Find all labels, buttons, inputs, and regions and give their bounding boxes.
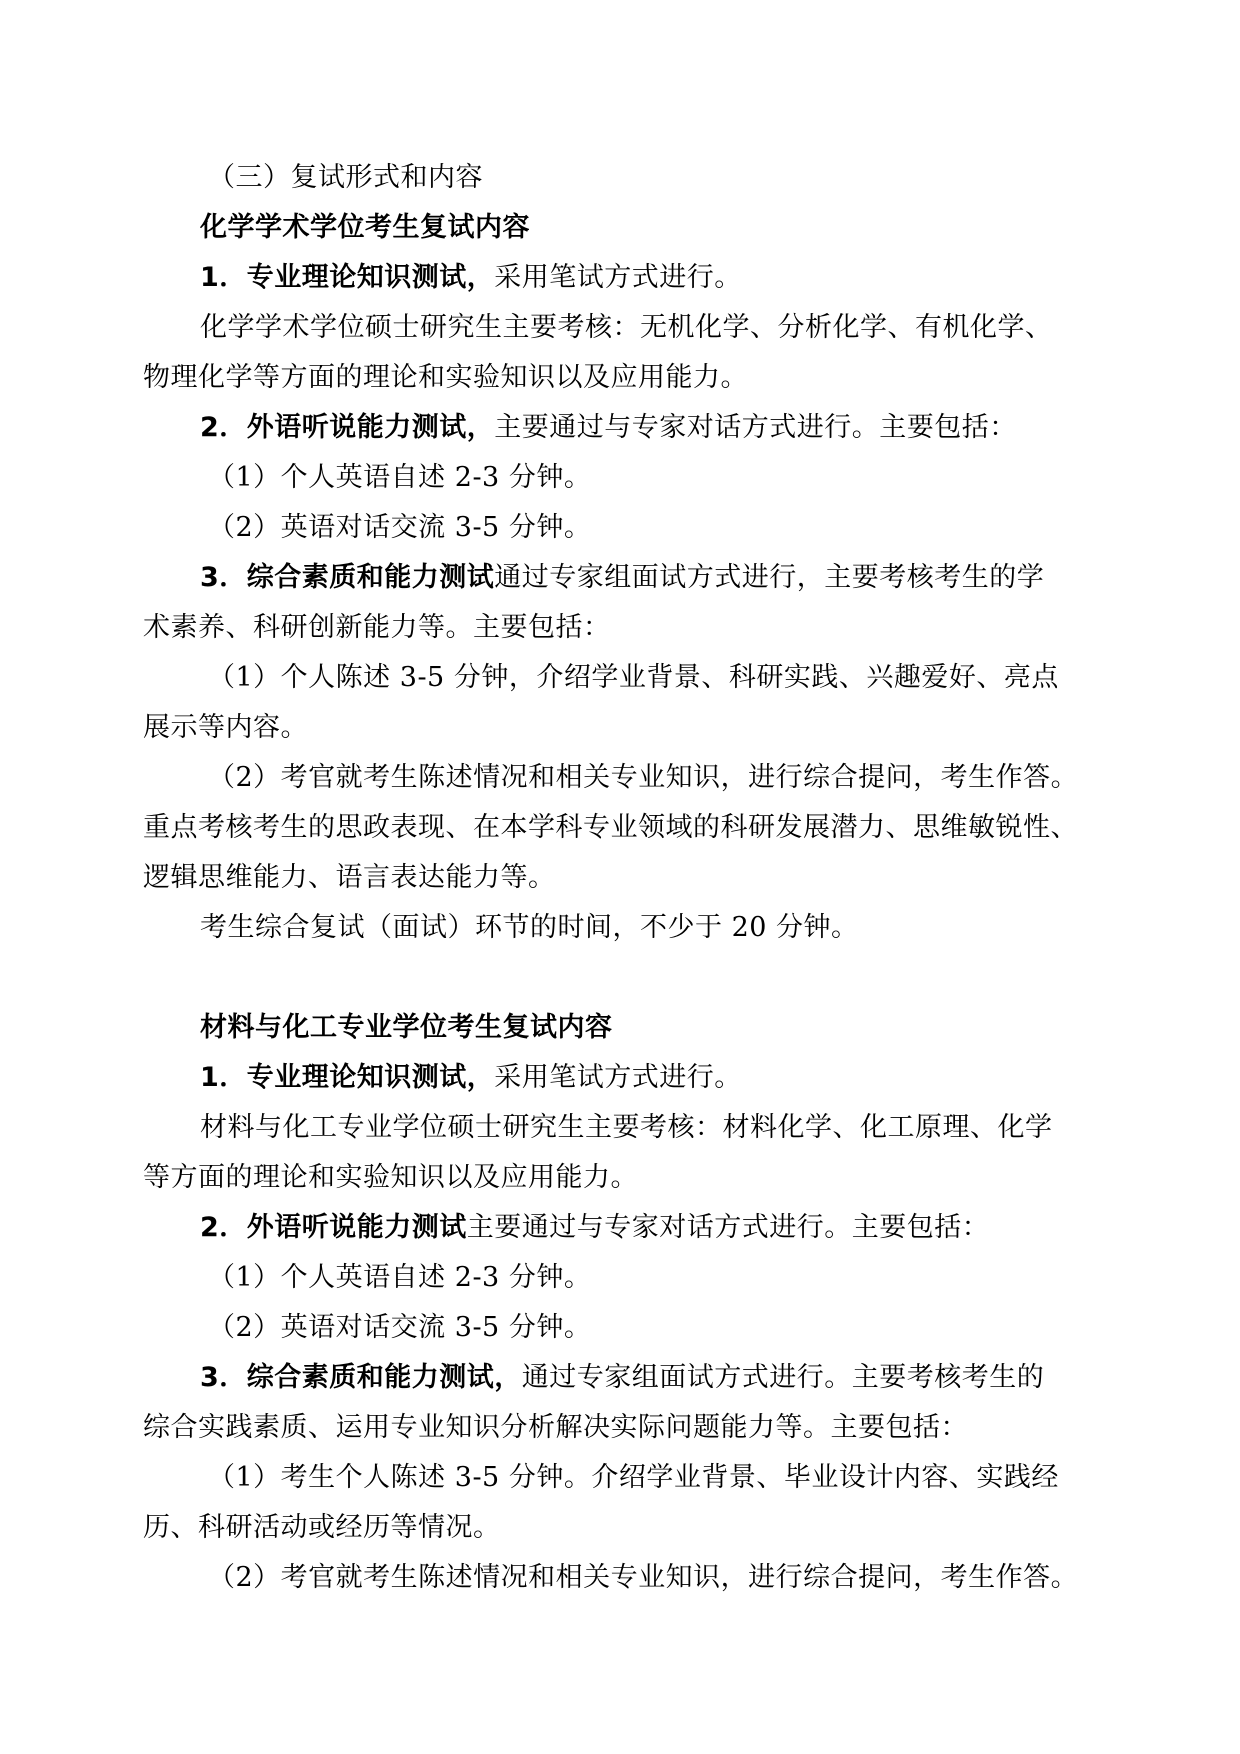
section-title: （三）复试形式和内容 (208, 162, 483, 193)
part2-item2-title: 2．外语听说能力测试 (200, 1212, 467, 1243)
part2-item3-sub1-line2: 历、科研活动或经历等情况。 (143, 1512, 501, 1543)
part2-item2 (200, 1208, 989, 1248)
part2-item1-title: 1．专业理论知识测试， (200, 1062, 495, 1093)
part2-item1-desc-line2: 等方面的理论和实验知识以及应用能力。 (143, 1162, 638, 1193)
part1-time-note: 考生综合复试（面试）环节的时间，不少于 20 分钟。 (200, 912, 859, 943)
part2-item2-sub1: （1）个人英语自述 2-3 分钟。 (208, 1262, 592, 1293)
part2-item3-title: 3．综合素质和能力测试， (200, 1362, 522, 1393)
part1-item3-text-line2: 术素养、科研创新能力等。主要包括： (143, 612, 611, 643)
part1-item3-sub2-line1: （2）考官就考生陈述情况和相关专业知识，进行综合提问，考生作答。 (208, 762, 1079, 793)
part1-item1-text: 采用笔试方式进行。 (494, 262, 742, 293)
part1-item3-title: 3．综合素质和能力测试 (200, 562, 495, 593)
part2-item2-sub2: （2）英语对话交流 3-5 分钟。 (208, 1312, 592, 1343)
part2-item1-text: 采用笔试方式进行。 (494, 1062, 742, 1093)
part1-item2-text: 主要通过与专家对话方式进行。主要包括： (494, 412, 1017, 443)
part1-item1-desc-line1: 化学学术学位硕士研究生主要考核：无机化学、分析化学、有机化学、 (200, 312, 1053, 343)
part1-item3-sub2-line3: 逻辑思维能力、语言表达能力等。 (143, 862, 556, 893)
part1-item1-title: 1．专业理论知识测试， (200, 262, 495, 293)
part1-item2-title: 2．外语听说能力测试， (200, 412, 495, 443)
part1-item3-sub1-line1: （1）个人陈述 3-5 分钟，介绍学业背景、科研实践、兴趣爱好、亮点 (208, 662, 1059, 693)
part1-item2 (200, 408, 1017, 448)
part2-item2-text: 主要通过与专家对话方式进行。主要包括： (466, 1212, 990, 1243)
part1-item2-sub2: （2）英语对话交流 3-5 分钟。 (208, 512, 592, 543)
part2-item3-sub1-line1: （1）考生个人陈述 3-5 分钟。介绍学业背景、毕业设计内容、实践经 (208, 1462, 1059, 1493)
part1-item3 (200, 558, 1044, 598)
part2-item3-text-line2: 综合实践素质、运用专业知识分析解决实际问题能力等。主要包括： (143, 1412, 968, 1443)
part2-item3-sub2-line1: （2）考官就考生陈述情况和相关专业知识，进行综合提问，考生作答。 (208, 1562, 1079, 1593)
part2-item1 (200, 1058, 742, 1098)
part2-item3-text: 通过专家组面试方式进行。主要考核考生的 (521, 1362, 1045, 1393)
part1-heading: 化学学术学位考生复试内容 (200, 212, 530, 243)
part1-item2-sub1: （1）个人英语自述 2-3 分钟。 (208, 462, 592, 493)
part1-item1-desc-line2: 物理化学等方面的理论和实验知识以及应用能力。 (143, 362, 748, 393)
part1-item3-sub1-line2: 展示等内容。 (143, 712, 308, 743)
part1-item3-sub2-line2: 重点考核考生的思政表现、在本学科专业领域的科研发展潜力、思维敏锐性、 (143, 812, 1078, 843)
part1-item1 (200, 258, 742, 298)
part1-item3-text: 通过专家组面试方式进行，主要考核考生的学 (494, 562, 1045, 593)
part2-item3 (200, 1358, 1044, 1398)
part2-item1-desc-line1: 材料与化工专业学位硕士研究生主要考核：材料化学、化工原理、化学 (200, 1112, 1053, 1143)
part2-heading: 材料与化工专业学位考生复试内容 (200, 1012, 613, 1043)
